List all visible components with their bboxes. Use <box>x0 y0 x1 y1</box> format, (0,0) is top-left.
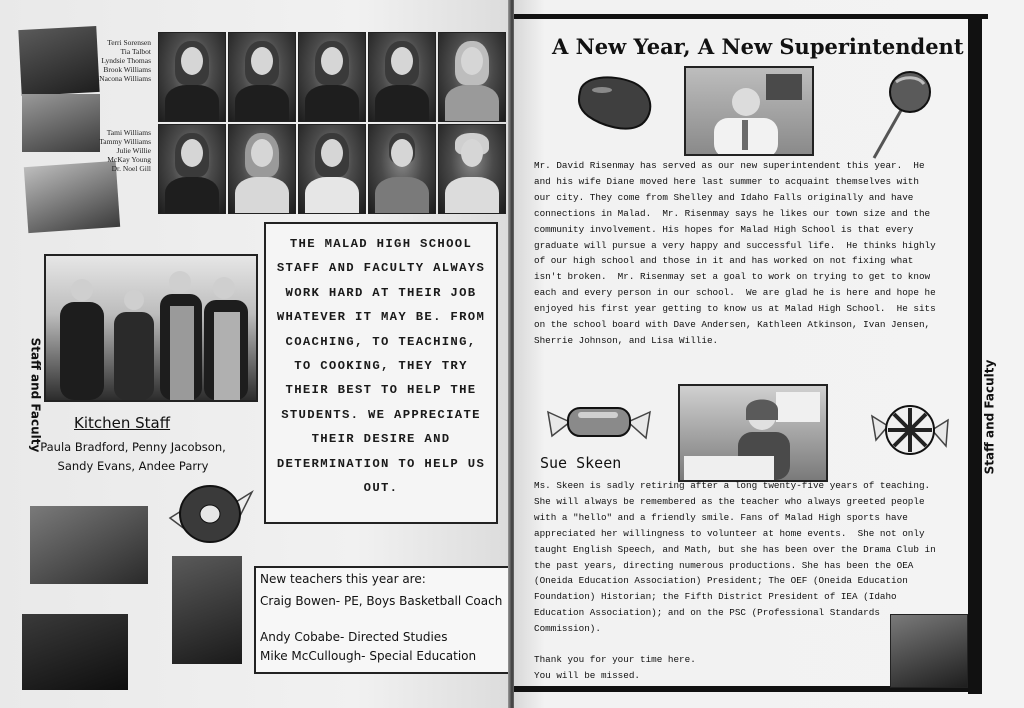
donut-candy-icon <box>160 478 260 550</box>
staff-message-box <box>264 222 498 524</box>
staff-portrait <box>438 124 506 214</box>
kitchen-staff-title: Kitchen Staff <box>74 414 171 432</box>
staff-portrait <box>228 32 296 122</box>
skeen-name: Sue Skeen <box>540 454 622 472</box>
superintendent-photo <box>684 66 814 156</box>
skeen-figure <box>680 386 826 480</box>
left-page <box>0 0 510 708</box>
superintendent-article: Mr. David Risenmay has served as our new superintendent this year. He and his wife Diane moved here last summer to acquaint themselves with our city. They come from Shelley and Idaho Falls originally and have connections in Malad. Mr. Risenmay says he likes our town size and the community involvement. His hopes for Malad High School is that every graduate will pursue a very happy and successful life. He thinks highly of our high school and those in it and has worked on not fixing what isn't broken. Mr. Risenmay set a goal to work on trying to get to know each and every person in our school. We are glad he is here and hope he enjoyed his first year getting to know us at Malad High School. He sits on the school board with Dave Andersen, Kathleen Atkinson, Ivan Jensen, Sherrie Johnson, and Lisa Willie. <box>534 160 942 346</box>
candid-photo-2 <box>22 94 100 152</box>
swirl-candy-icon <box>866 396 954 466</box>
candid-photo-1 <box>18 26 99 96</box>
superintendent-figure <box>686 68 812 154</box>
new-teacher-2: Andy Cobabe- Directed Studies <box>260 630 448 644</box>
right-page <box>514 0 1024 708</box>
staff-name: Tami Williams <box>106 128 151 137</box>
staff-portrait <box>368 32 436 122</box>
new-teachers-box <box>254 566 510 674</box>
new-teachers-title: New teachers this year are: <box>260 572 426 586</box>
thanks-line-1: Thank you for your time here. <box>534 654 696 665</box>
new-teacher-3: Mike McCullough- Special Education <box>260 649 477 663</box>
staff-portrait <box>228 124 296 214</box>
jellybean-candy-icon <box>572 72 656 136</box>
staff-portrait <box>438 32 506 122</box>
candid-photo-4 <box>30 506 148 584</box>
staff-name: Nacona Williams <box>99 74 151 83</box>
staff-portrait <box>158 32 226 122</box>
side-label-left: Staff and Faculty <box>28 337 43 453</box>
staff-portrait <box>158 124 226 214</box>
page-frame-top <box>514 14 988 19</box>
new-teacher-1: Craig Bowen- PE, Boys Basketball Coach <box>260 594 503 608</box>
staff-name: Terri Sorensen <box>107 38 151 47</box>
candid-photo-5 <box>172 556 242 664</box>
staff-name: Tammy Williams <box>99 137 151 146</box>
side-label-right: Staff and Faculty <box>982 359 997 475</box>
staff-name: Lyndsie Thomas <box>101 56 151 65</box>
staff-names-top <box>96 38 151 83</box>
staff-portrait <box>298 124 366 214</box>
kitchen-staff-names: Paula Bradford, Penny Jacobson, Sandy Evans, Andee Parry <box>40 440 226 473</box>
staff-portrait <box>368 124 436 214</box>
staff-name: Tia Talbot <box>120 47 151 56</box>
staff-name: Dr. Noel Gill <box>111 164 151 173</box>
page-title: A New Year, A New Superintendent <box>552 34 964 59</box>
staff-names-mid <box>96 128 151 173</box>
kitchen-staff-figures <box>46 256 256 400</box>
staff-portrait <box>298 32 366 122</box>
kitchen-staff-photo <box>44 254 258 402</box>
staff-name: Julie Willie <box>116 146 151 155</box>
skeen-photo <box>678 384 828 482</box>
staff-name: McKay Young <box>107 155 151 164</box>
thanks-line-2: You will be missed. <box>534 670 641 681</box>
staff-name: Brook Williams <box>103 65 151 74</box>
candid-photo-7 <box>890 614 968 688</box>
lollipop-candy-icon <box>864 68 934 162</box>
wrapped-candy-icon <box>544 394 654 450</box>
staff-message-text: THE MALAD HIGH SCHOOL STAFF AND FACULTY ALWAYS WORK HARD AT THEIR JOB WHATEVER IT MAY BE. FROM COACHING, TO TEACHING, TO COOKING, THEY TRY THEIR BEST TO HELP THE STUDENTS. WE APPRECIATE THEIR DESIRE AND DETERMINATION TO HELP US OUT. <box>276 237 486 496</box>
skeen-article: Ms. Skeen is sadly retiring after a long twenty-five years of teaching. She will always be remembered as the teacher who always greeted people with a "hello" and a friendly smile. Fans of Malad High sports have appreciated her willingness to volunteer at home events. She not only taught English Speech, and Math, but she has been over the Drama Club in the past years, directing numerous productions. She has been the OEA (Oneida Education Association) President; The OEF (Oneida Education Foundation) Historian; the Fifth District President of IEA (Idaho Education Association); and on the PSC (Professional Standards Commission). <box>534 480 942 635</box>
candid-photo-6 <box>22 614 128 690</box>
page-frame-right <box>968 14 982 694</box>
